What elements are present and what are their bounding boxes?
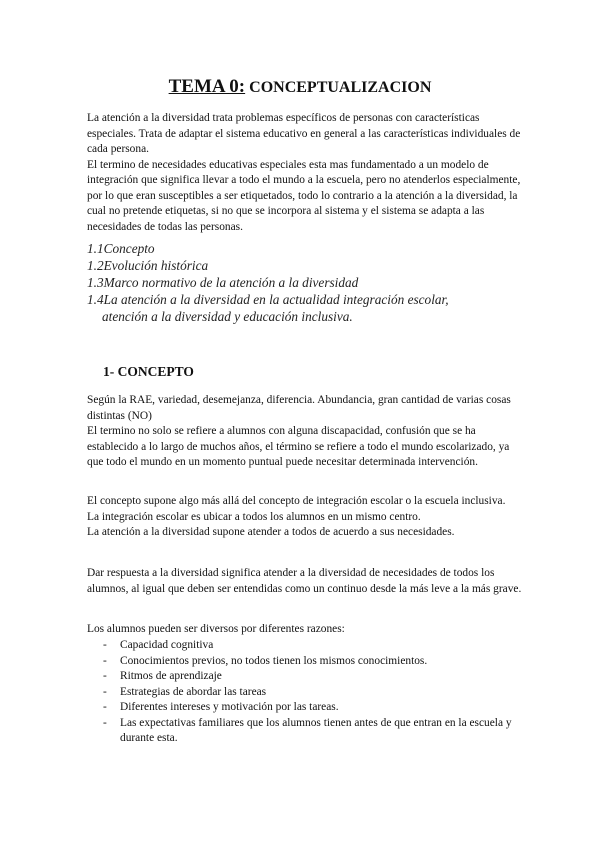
concept-paragraph-4: Los alumnos pueden ser diversos por diferentes razones: xyxy=(87,623,345,635)
paragraph-line: La integración escolar es ubicar a todos los alumnos en un mismo centro. xyxy=(87,510,421,523)
list-item xyxy=(100,700,520,716)
toc-item-continuation: atención a la diversidad y educación inclusiva. xyxy=(102,309,353,324)
list-item-text: Las expectativas familiares que los alumnos tienen antes de que entran en la escuela y durante esta. xyxy=(120,716,512,744)
list-item-text: Ritmos de aprendizaje xyxy=(120,670,222,682)
intro-line: El termino de necesidades educativas especiales esta mas fundamentado a un modelo de integración que significa llevar a todo el mundo a la escuela, pero no atenderlos especialmente, por lo que eran susceptibles a ser etiquetados, todo lo contrario a la atención a la diversidad, la cual no pretende etiquetas, si no que se incorpora al sistema y el sistema se adapta a las necesidades de todas las personas. xyxy=(87,158,521,233)
list-item-text: Estrategias de abordar las tareas xyxy=(120,685,267,698)
toc-item: 1.3Marco normativo de la atención a la diversidad xyxy=(87,275,359,290)
list-item-text: Diferentes intereses y motivación por las tareas. xyxy=(120,701,339,713)
title-sub: CONCEPTUALIZACION xyxy=(249,79,432,96)
bullet-dash: - xyxy=(103,654,107,667)
bullet-dash: - xyxy=(103,639,107,651)
toc-item: 1.4La atención a la diversidad en la actualidad integración escolar, xyxy=(87,292,449,307)
section-heading: 1- CONCEPTO xyxy=(103,364,194,379)
list-item xyxy=(100,638,520,654)
title-main: TEMA 0: xyxy=(168,76,246,97)
intro-paragraph xyxy=(87,111,527,235)
concept-paragraph-1 xyxy=(87,393,527,471)
bullet-dash: - xyxy=(103,716,107,729)
paragraph-line: El concepto supone algo más allá del concepto de integración escolar o la escuela inclusiva. xyxy=(87,495,506,507)
concept-paragraph-3: Dar respuesta a la diversidad significa atender a la diversidad de necesidades de todos los alumnos, al igual que deben ser entendidas como un continuo desde la más leve a la más grave. xyxy=(87,567,522,595)
bullet-dash: - xyxy=(103,685,107,698)
list-item xyxy=(100,669,520,685)
concept-paragraph-2 xyxy=(87,494,527,541)
paragraph-line: Según la RAE, variedad, desemejanza, diferencia. Abundancia, gran cantidad de varias cosas distintas (NO) xyxy=(87,394,511,422)
paragraph-line: La atención a la diversidad supone atender a todos de acuerdo a sus necesidades. xyxy=(87,526,455,538)
bullet-dash: - xyxy=(103,670,107,682)
toc-item: 1.2Evolución histórica xyxy=(87,258,209,273)
list-item xyxy=(100,685,520,701)
paragraph-line: El termino no solo se refiere a alumnos con alguna discapacidad, confusión que se ha establecido a lo largo de muchos años, el término se refiere a todo el mundo escolarizado, ya que todo el mundo en un momento puntual puede necesitar determinada intervención. xyxy=(87,425,510,468)
reasons-list xyxy=(100,638,520,747)
toc-item: 1.1Concepto xyxy=(87,241,155,256)
page-title xyxy=(0,76,600,98)
list-item xyxy=(100,654,520,670)
list-item-text: Capacidad cognitiva xyxy=(120,639,214,651)
list-item-text: Conocimientos previos, no todos tienen los mismos conocimientos. xyxy=(120,654,428,667)
list-item xyxy=(100,716,520,747)
bullet-dash: - xyxy=(103,701,107,713)
table-of-contents xyxy=(87,240,507,325)
intro-line: La atención a la diversidad trata problemas específicos de personas con características especiales. Trata de adaptar el sistema educativo en general a las características individuales de cada persona. xyxy=(87,112,521,155)
